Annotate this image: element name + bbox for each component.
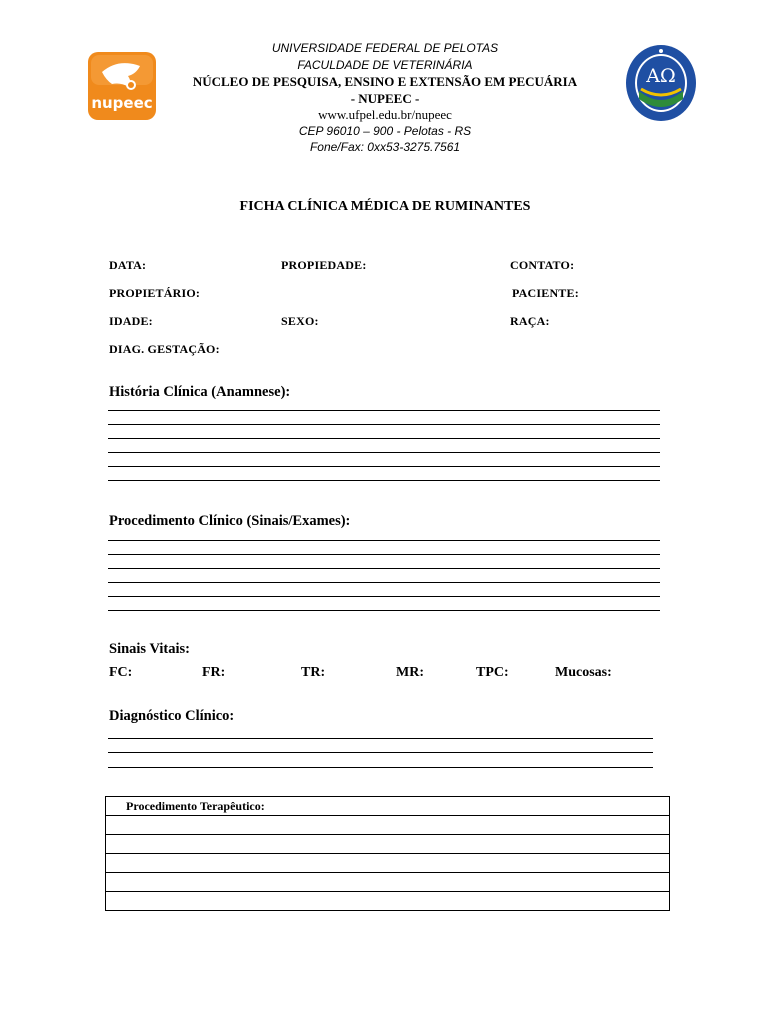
acronym-line: - NUPEEC - [350, 91, 420, 106]
field-propriedade: PROPIEDADE: [281, 258, 367, 272]
terapeutico-row[interactable] [106, 873, 670, 892]
historia-line-1[interactable] [108, 410, 660, 411]
form-title: FICHA CLÍNICA MÉDICA DE RUMINANTES [239, 199, 531, 214]
diagnostico-line-1[interactable] [108, 738, 653, 739]
terapeutico-label: Procedimento Terapêutico: [106, 797, 670, 816]
vital-mucosas: Mucosas: [555, 665, 612, 680]
ufpel-seal [625, 43, 697, 123]
nupeec-logo-text: nupeec [91, 94, 153, 112]
vital-fc: FC: [109, 665, 133, 680]
field-idade: IDADE: [109, 314, 153, 328]
historia-line-3[interactable] [108, 438, 660, 439]
procedimento-line-2[interactable] [108, 554, 660, 555]
terapeutico-row[interactable] [106, 892, 670, 911]
historia-line-5[interactable] [108, 466, 660, 467]
field-paciente: PACIENTE: [512, 286, 579, 300]
field-diag-gestacao: DIAG. GESTAÇÃO: [109, 342, 220, 356]
historia-line-2[interactable] [108, 424, 660, 425]
field-contato: CONTATO: [510, 258, 575, 272]
terapeutico-row[interactable] [106, 835, 670, 854]
vital-tr: TR: [301, 665, 326, 680]
section-procedimento: Procedimento Clínico (Sinais/Exames): [109, 513, 351, 529]
faculty-name: FACULDADE DE VETERINÁRIA [297, 58, 473, 72]
field-proprietario: PROPIETÁRIO: [109, 286, 201, 300]
procedimento-line-6[interactable] [108, 610, 660, 611]
address: CEP 96010 – 900 - Pelotas - RS [298, 124, 472, 138]
ufpel-seal-symbol: AΩ [646, 65, 676, 87]
university-name: UNIVERSIDADE FEDERAL DE PELOTAS [271, 41, 499, 55]
section-historia: História Clínica (Anamnese): [109, 384, 291, 400]
vital-tpc: TPC: [476, 665, 509, 680]
procedimento-line-3[interactable] [108, 568, 660, 569]
phone: Fone/Fax: 0xx53-3275.7561 [309, 140, 461, 154]
vital-mr: MR: [396, 665, 424, 680]
section-diagnostico: Diagnóstico Clínico: [109, 708, 235, 724]
field-data: DATA: [109, 258, 147, 272]
nupeec-logo [88, 52, 156, 120]
terapeutico-table [105, 796, 670, 911]
procedimento-line-4[interactable] [108, 582, 660, 583]
historia-line-6[interactable] [108, 480, 660, 481]
terapeutico-header-row [106, 797, 670, 816]
field-raca: RAÇA: [510, 314, 550, 328]
procedimento-line-1[interactable] [108, 540, 660, 541]
historia-line-4[interactable] [108, 452, 660, 453]
vital-fr: FR: [202, 665, 226, 680]
website-link[interactable]: www.ufpel.edu.br/nupeec [318, 107, 452, 122]
terapeutico-row[interactable] [106, 816, 670, 835]
nucleus-name: NÚCLEO DE PESQUISA, ENSINO E EXTENSÃO EM PECUÁRIA [192, 74, 578, 89]
diagnostico-line-3[interactable] [108, 767, 653, 768]
diagnostico-line-2[interactable] [108, 752, 653, 753]
procedimento-line-5[interactable] [108, 596, 660, 597]
section-sinais: Sinais Vitais: [109, 641, 190, 657]
terapeutico-row[interactable] [106, 854, 670, 873]
field-sexo: SEXO: [281, 314, 319, 328]
